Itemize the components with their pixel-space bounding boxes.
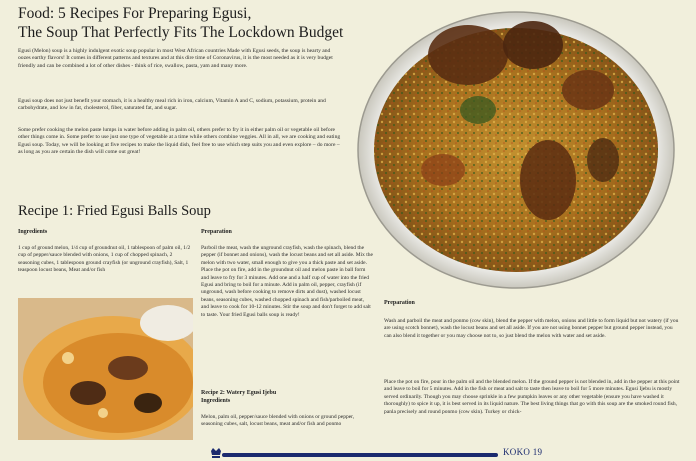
recipe-2-preparation-label: Preparation — [384, 300, 415, 306]
title-line-1: Food: 5 Recipes For Preparing Egusi, — [18, 5, 252, 22]
article-title — [18, 4, 398, 42]
recipe-2-ingredients-text: Melon, palm oil, pepper/sauce blended with onions or ground pepper, seasoning cubes, salt, locust beans, meat and/or fish and ponmo — [201, 414, 355, 428]
footer-rule — [222, 453, 498, 457]
recipe-1-preparation-text: Parboil the meat, wash the unground crayfish, wash the spinach, blend the pepper (if bonnet and onions), wash the locust beans and set all aside. Mix the melon with two water, small enough to give you a thick paste and set aside. Place the pot on fire, add in the groundnut oil and melon paste in ball form and leave to fry for 3 minutes. Add one and a half cup of water into the fried Egusi and bring to boil for a minute. Add in palm oil, pepper, crayfish (if unground, wash before cooking to remove dirts and dust), washed locust beans, seasoning cubes, washed chopped spinach and fish/parboiled meat, and leave to cook for 10-12 minutes. Stir the soup and don't forget to add salt to taste. Your fried Egusi balls soup is ready! — [201, 245, 373, 318]
crown-icon — [210, 446, 222, 460]
title-line-2: The Soup That Perfectly Fits The Lockdown Budget — [18, 24, 344, 41]
recipe-2-ingredients-label: Ingredients — [201, 398, 231, 404]
recipe-2-heading: Recipe 2: Watery Egusi Ijebu — [201, 390, 277, 396]
intro-paragraph-2: Egusi soup does not just benefit your stomach, it is a healthy meal rich in iron, calcium, Vitamin A and C, sodium, potassium, protein and carbohydrate, and low in fat, cholesterol, fiber, saturated fat, and sugar. — [18, 98, 326, 112]
recipe-1-heading: Recipe 1: Fried Egusi Balls Soup — [18, 203, 211, 219]
egusi-soup-photo — [348, 0, 678, 300]
intro-paragraph-1: Egusi (Melon) soup is a highly indulgent exotic soup popular in most West African countries Made with Egusi seeds, the soup is hearty and oozes earthy flavors! It comes in different patterns and textures and at this dire time of Coronavirus, it is the most needed as it is very budget friendly and can be combined a lot of other dishes - think of rice, swallow, pasta, yam and many more. — [18, 48, 333, 69]
fried-egusi-photo — [18, 298, 193, 440]
recipe-1-ingredients-text: 1 cup of ground melon, 1/4 cup of groundnut oil, 1 tablespoon of palm oil, 1/2 cup of pepper/sauce blended with onions, 1 cup of chopped spinach, 2 seasoning cubes, 1 tablespoon ground crayfish (or unground crayfish), Salt, 1 teaspoon locust beans, Meat and/or fish — [18, 245, 191, 274]
magazine-page-label: KOKO 19 — [503, 447, 543, 457]
recipe-2-preparation-text-2: Place the pot on fire, pour in the palm oil and the blended melon. If the ground pepper is not blended in, add in the pepper at this point and leave to boil for 5 minutes. Add in the fish or meat and salt to taste then leave to boil for 5 more minutes. Egusi Ijebu is mostly served ordinarily. Though you may choose sprinkle in a few pumpkin leaves or any other vegetable (ensure you have washed it thoroughly) to spice it up, it is best served in its liquid nature. The best living things that go with this soup are the smoked round fish, panla precisely and round ponmo (cow skin). Turkey or chick- — [384, 379, 680, 415]
recipe-1-ingredients-label: Ingredients — [18, 229, 48, 235]
recipe-2-preparation-text: Wash and parboil the meat and ponmo (cow skin), blend the pepper with melon, onions and little to form liquid but not watery (if you are using scotch bonnet), wash the locust beans and set all aside. If you are not using bonnet pepper but ground pepper instead, you can also blend it together or you may choose not to, so just blend the melon with water and set aside. — [384, 318, 679, 339]
recipe-1-preparation-label: Preparation — [201, 229, 232, 235]
intro-paragraph-3: Some prefer cooking the melon paste lumps in water before adding in palm oil, others prefer to fry it in either palm oil or vegetable oil before other things come in. Some prefer to use just one type of vegetable at a time while others combine veggies. All in all, we are cooking and eating Egusi soup. Today, we will be looking at five recipes to make the liquid dish, feel free to use which step suits you and even explore – do more – as long as you are certain the dish will come out great! — [18, 127, 341, 155]
